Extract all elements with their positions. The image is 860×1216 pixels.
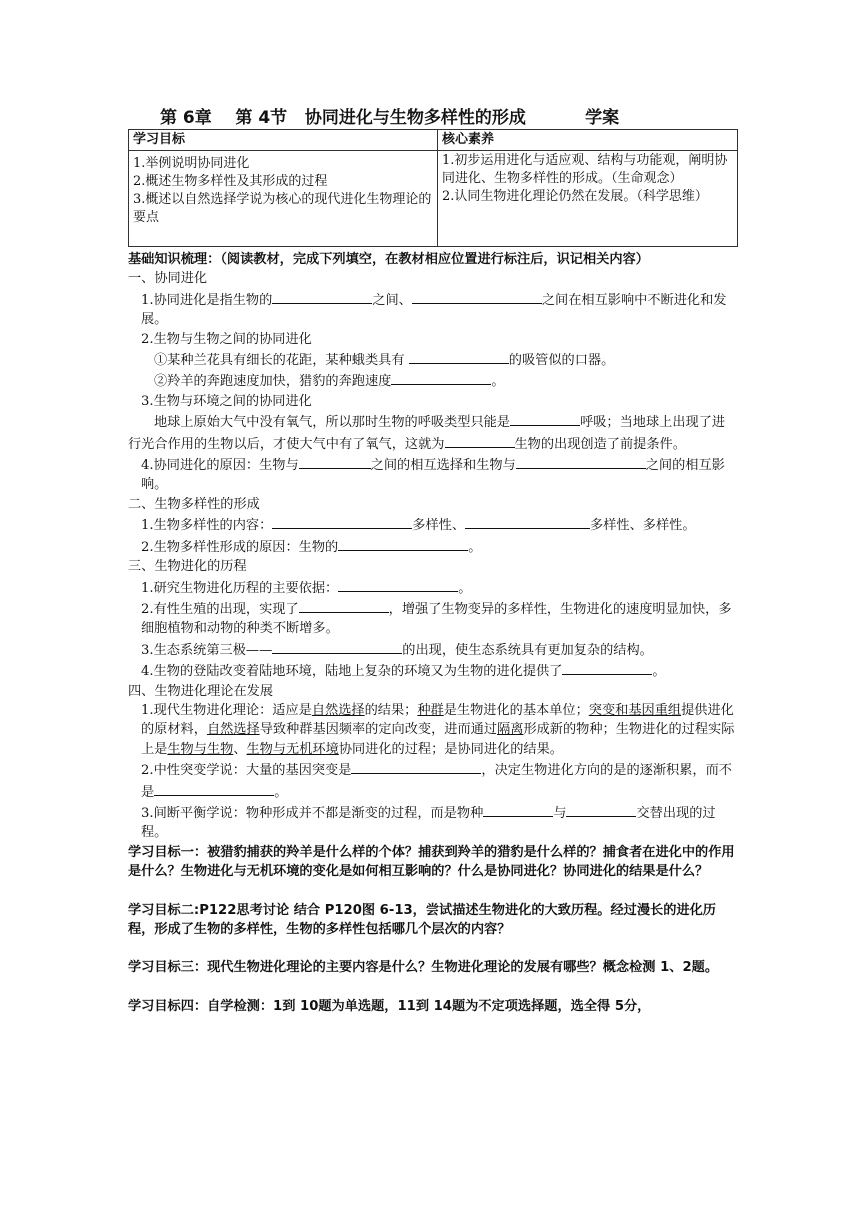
fill-blank[interactable] <box>412 289 542 304</box>
goal-item: 1.举例说明协同进化 <box>133 156 250 171</box>
subheading: 2.生物与生物之间的协同进化 <box>141 331 312 347</box>
fill-blank[interactable] <box>391 370 491 385</box>
paragraph: 1.现代生物进化理论：适应是自然选择的结果；种群是生物进化的基本单位；突变和基因重组提供进化的原材料，自然选择导致种群基因频率的定向改变，进而通过隔离形成新的物种；生物进化的过程实际上是生物与生物、生物与无机环境协同进化的过程；是协同进化的结果。 <box>141 702 735 757</box>
paragraph: 1.研究生物进化历程的主要依据： 。 <box>128 577 738 598</box>
subheading: 3.生物与环境之间的协同进化 <box>141 393 312 409</box>
goal-item: 3.概述以自然选择学说为核心的现代进化生物理论的要点 <box>133 192 432 225</box>
paragraph: 3.生态系统第三极—— 的出现，使生态系统具有更加复杂的结构。 <box>128 639 738 660</box>
fill-blank[interactable] <box>272 289 372 304</box>
paragraph: 2.中性突变学说：大量的基因突变是 ，决定生物进化方向的是的逐渐积累，而不是 。 <box>128 759 738 802</box>
section-heading: 一、协同进化 <box>128 271 208 287</box>
paragraph: 地球上原始大气中没有氧气，所以那时生物的呼吸类型只能是 呼吸；当地球上出现了进行光合作用的生物以后，才使大气中有了氧气，这就为 生物的出现创造了前提条件。 <box>128 411 738 454</box>
goal-question: 学习目标一：被猎豹捕获的羚羊是什么样的个体？捕获到羚羊的猎豹是什么样的？捕食者在进化中的作用是什么？生物进化与无机环境的变化是如何相互影响的？什么是协同进化？协同进化的结果是什么？ <box>128 844 735 880</box>
section-heading: 三、生物进化的历程 <box>128 559 247 575</box>
goals-header: 学习目标 <box>129 130 438 151</box>
fill-blank[interactable] <box>154 781 274 796</box>
page-title: 第 6章 第 4节 协同进化与生物多样性的形成 学案 <box>160 108 620 128</box>
paragraph: 1.生物多样性的内容： 多样性、 多样性、多样性。 <box>128 514 738 535</box>
objectives-table <box>128 129 738 247</box>
fill-blank[interactable] <box>299 454 371 469</box>
literacy-item: 1.初步运用进化与适应观、结构与功能观，阐明协同进化、生物多样性的形成。（生命观念） <box>442 153 728 186</box>
section-heading: 四、生物进化理论在发展 <box>128 683 274 699</box>
paragraph: 1.协同进化是指生物的 之间、 之间在相互影响中不断进化和发展。 <box>128 289 738 330</box>
section-heading: 二、生物多样性的形成 <box>128 496 260 512</box>
paragraph: ①某种兰花具有细长的花距，某种蛾类具有 的吸管似的口器。 <box>128 349 738 370</box>
fill-blank[interactable] <box>566 802 636 817</box>
fill-blank[interactable] <box>445 433 515 448</box>
paragraph: ②羚羊的奔跑速度加快，猎豹的奔跑速度 。 <box>128 370 738 391</box>
goal-question: 学习目标三：现代生物进化理论的主要内容是什么？生物进化理论的发展有哪些？概念检测 1、2题。 <box>128 960 719 976</box>
main-content <box>128 250 738 1016</box>
intro-heading: 基础知识梳理：（阅读教材，完成下列填空，在教材相应位置进行标注后，识记相关内容） <box>128 252 649 267</box>
fill-blank[interactable] <box>465 514 590 529</box>
paragraph: 4.生物的登陆改变着陆地环境，陆地上复杂的环境又为生物的进化提供了 。 <box>128 660 738 681</box>
goal-question: 学习目标二:P122思考讨论 结合 P120图 6-13，尝试描述生物进化的大致历程。经过漫长的进化历程，形成了生物的多样性，生物的多样性包括哪几个层次的内容？ <box>128 902 716 937</box>
fill-blank[interactable] <box>338 577 458 592</box>
fill-blank[interactable] <box>272 514 412 529</box>
goal-question: 学习目标四：自学检测：1到 10题为单选题，11到 14题为不定项选择题，选全得 5分， <box>128 998 651 1014</box>
literacy-header: 核心素养 <box>438 130 738 151</box>
fill-blank[interactable] <box>351 759 481 774</box>
paragraph: 4.协同进化的原因：生物与 之间的相互选择和生物与 之间的相互影响。 <box>128 454 738 495</box>
fill-blank[interactable] <box>409 349 509 364</box>
fill-blank[interactable] <box>562 660 652 675</box>
literacy-item: 2.认同生物进化理论仍然在发展。（科学思维） <box>442 189 708 204</box>
fill-blank[interactable] <box>510 411 580 426</box>
fill-blank[interactable] <box>483 802 553 817</box>
fill-blank[interactable] <box>299 598 389 613</box>
paragraph: 3.间断平衡学说：物种形成并不都是渐变的过程，而是物种 与 交替出现的过程。 <box>128 802 738 843</box>
fill-blank[interactable] <box>272 639 402 654</box>
fill-blank[interactable] <box>516 454 646 469</box>
goal-item: 2.概述生物多样性及其形成的过程 <box>133 174 328 189</box>
fill-blank[interactable] <box>338 536 468 551</box>
paragraph: 2.有性生殖的出现，实现了 ，增强了生物变异的多样性，生物进化的速度明显加快，多细胞植物和动物的种类不断增多。 <box>128 598 738 639</box>
paragraph: 2.生物多样性形成的原因：生物的 。 <box>128 536 738 557</box>
